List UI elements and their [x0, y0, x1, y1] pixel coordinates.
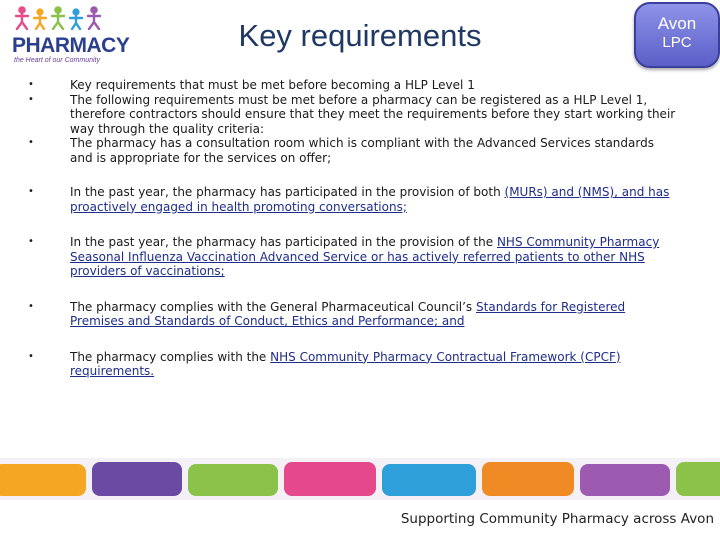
list-item [28, 350, 678, 379]
cpcf-link[interactable]: NHS Community Pharmacy Contractual Framework (CPCF) requirements. [70, 349, 621, 378]
bullet-icon: • [28, 300, 34, 312]
requirements-list [28, 78, 678, 379]
item-text: The pharmacy complies with the General Pharmaceutical Council’s [70, 299, 477, 314]
bullet-icon: • [28, 137, 34, 148]
list-item [28, 136, 678, 165]
bullet-icon: • [28, 93, 34, 105]
item-text: The pharmacy complies with the [70, 349, 271, 364]
stripe-orange [0, 464, 86, 496]
list-item [28, 78, 678, 93]
stripe-pink [284, 462, 376, 496]
list-item [28, 93, 678, 137]
badge-line-1: Avon [657, 14, 697, 33]
item-text: Key requirements that must be met before becoming a HLP Level 1 [70, 78, 475, 92]
stripe-orange-2 [482, 462, 574, 496]
decorative-stripes [0, 458, 720, 500]
stripe-lime [676, 462, 720, 496]
bullet-icon: • [28, 236, 34, 247]
stripe-violet [580, 464, 670, 496]
bullet-icon: • [28, 79, 34, 90]
list-item [28, 185, 678, 214]
list-item [28, 300, 678, 329]
footer-text: Supporting Community Pharmacy across Avon [400, 511, 714, 527]
people-figures-icon [12, 6, 112, 30]
avon-lpc-badge [634, 2, 720, 68]
stripe-purple [92, 462, 182, 496]
list-item [28, 235, 678, 279]
logo-tagline: the Heart of our Community [14, 57, 100, 64]
logo-wordmark: PHARMACY [12, 34, 130, 57]
page-title: Key requirements [238, 18, 482, 53]
item-text: In the past year, the pharmacy has participated in the provision of both [70, 185, 505, 199]
item-text: The following requirements must be met before a pharmacy can be registered as a HLP Level 1, therefore contractors should ensure that they meet the requirements before they start working their way through the quality criteria: [70, 92, 676, 136]
stripe-green [188, 464, 278, 496]
gphc-standards-link[interactable]: Standards for Registered Premises and Standards of Conduct, Ethics and Performance; and [70, 299, 626, 328]
stripe-blue [382, 464, 476, 496]
mur-nms-link[interactable]: (MURs) and (NMS), and has proactively engaged in health promoting conversations; [70, 185, 670, 214]
flu-vaccination-link[interactable]: NHS Community Pharmacy Seasonal Influenza Vaccination Advanced Service or has actively referred patients to other NHS providers of vaccinations; [70, 235, 660, 278]
pharmacy-logo [8, 6, 130, 66]
item-text: In the past year, the pharmacy has participated in the provision of the [70, 235, 497, 249]
item-text: The pharmacy has a consultation room which is compliant with the Advanced Services standards and is appropriate for the services on offer; [70, 136, 654, 165]
bullet-icon: • [28, 186, 34, 197]
bullet-icon: • [28, 350, 34, 362]
badge-line-2: LPC [662, 34, 692, 51]
